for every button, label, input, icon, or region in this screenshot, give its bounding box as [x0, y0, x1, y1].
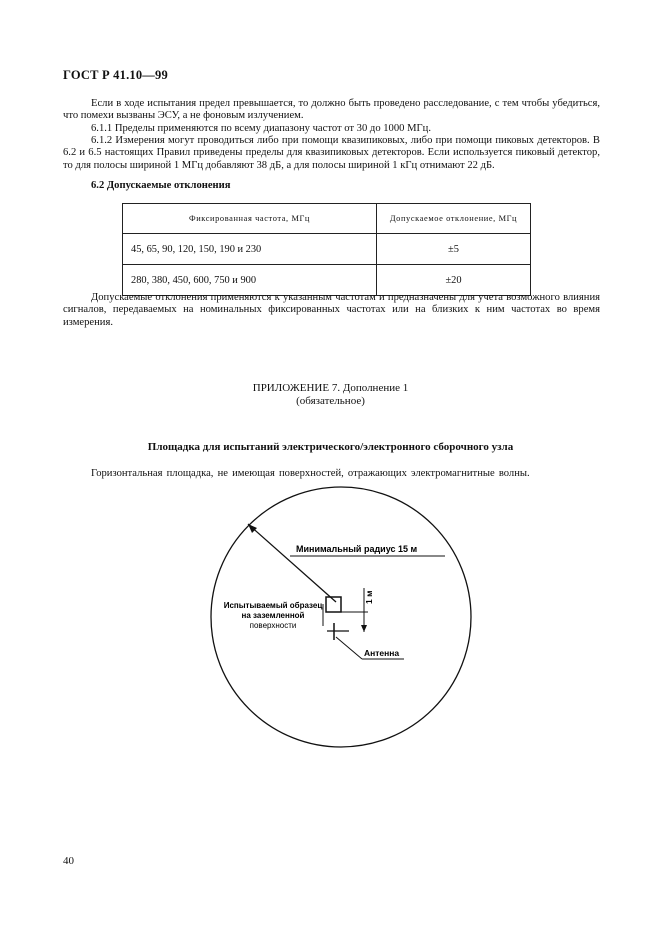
antenna-label: Антенна — [364, 648, 400, 658]
table-cell-frequency: 45, 65, 90, 120, 150, 190 и 230 — [123, 234, 377, 265]
radius-label: Минимальный радиус 15 м — [296, 544, 418, 554]
table-header-frequency: Фиксированная частота, МГц — [123, 204, 377, 234]
page-number: 40 — [63, 855, 74, 867]
annex-description: Горизонтальная площадка, не имеющая поверхностей, отражающих электромагнитные волны. — [91, 468, 530, 479]
height-arrowhead — [361, 625, 367, 632]
table-cell-tolerance: ±20 — [377, 265, 531, 296]
paragraph-6-1-1: 6.1.1 Пределы применяются по всему диапазону частот от 30 до 1000 МГц. — [91, 123, 431, 134]
annex-title: ПРИЛОЖЕНИЕ 7. Дополнение 1 — [252, 382, 409, 394]
radius-arrowhead — [248, 524, 257, 533]
paragraph-investigation: Если в ходе испытания предел превышается, то должно быть проведено расследование, с тем чтобы убедиться, что помехи вызваны ЭСУ, а не фоновым излучением. — [63, 98, 600, 122]
height-label: 1 м — [364, 590, 374, 604]
annex-subtitle: Площадка для испытаний электрического/электронного сборочного узла — [147, 441, 514, 453]
sample-label-line-3: поверхности — [249, 621, 297, 630]
section-title: 6.2 Допускаемые отклонения — [91, 180, 231, 191]
table-cell-tolerance: ±5 — [377, 234, 531, 265]
sample-label-line-2: на заземленной — [241, 611, 305, 620]
radius-line — [248, 524, 336, 602]
sample-label-line-1: Испытываемый образец — [223, 601, 323, 610]
paragraph-tolerances: Допускаемые отклонения применяются к указанным частотам и предназначены для учета возможного влияния сигналов, передаваемых на номинальных фиксированных частотах или на близких к ним частотах во время измерения. — [63, 292, 600, 328]
table-header-tolerance: Допускаемое отклонение, МГц — [377, 204, 531, 234]
annex-status: (обязательное) — [296, 395, 365, 407]
table-cell-frequency: 280, 380, 450, 600, 750 и 900 — [123, 265, 377, 296]
paragraph-6-1-2: 6.1.2 Измерения могут проводиться либо при помощи квазипиковых, либо при помощи пиковых детекторов. В 6.2 и 6.5 настоящих Правил приведены пределы для квазипиковых детекторов. Если используется пиковый детектор, то для полосы шириной 1 МГц добавляют 38 дБ, а для полосы шириной 1 кГц отнимают 22 дБ. — [63, 135, 600, 171]
antenna-leader — [336, 637, 362, 659]
document-id: ГОСТ Р 41.10—99 — [63, 68, 168, 82]
